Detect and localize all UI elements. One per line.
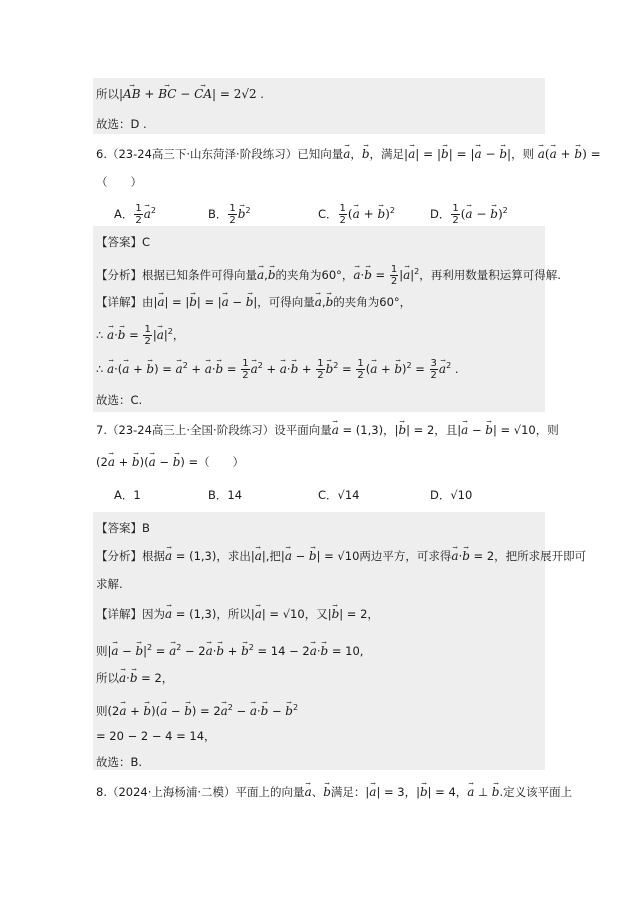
q6-option-c: C． $\frac{1}{2}$ (→ a + → b)$^2$ <box>318 200 395 226</box>
q6-option-b: B． $\frac{1}{2}$ → $b^2$ <box>208 200 251 226</box>
q6-detail-3: ∴ → a·(→ a + → b) = → $a^2$ + → a·→ b = $\frac{1}{2}$ → $a^2$ + → a·→ b + $\frac{1}{2}$ → $b^2$ = $\frac{1}{2}$ (→ a + → b)$^2$ = $\frac{3}{2}$ → $a^2$ . <box>96 356 544 381</box>
q7-option-c: C．√14 <box>318 488 360 502</box>
q7-detail-2: 则|→ a − → $b|^2$ = → $a^2 - 2\to a\cdot\to b$ + → $b^2 = 14 - 2\to a\cdot\to b = 10$, <box>96 638 544 661</box>
q6-stem: 6.（23-24高三下·山东菏泽·阶段练习）已知向量→ a，→ b，满足|→ a| = |→ b| = |→ a − → b|，则 → a(→ a + → b) = <box>96 144 544 164</box>
q6-option-a: A． $\frac{1}{2}$ → $a^2$ <box>114 200 156 226</box>
q7-detail-3: 所以→ a·→ b = 2， <box>96 668 544 688</box>
prev-conclusion-line: 所以|→ AB + → BC − → CA| = 2√2 . <box>96 84 544 104</box>
q6-answer: 【答案】C <box>96 235 151 249</box>
prev-answer: 故选：D . <box>96 117 147 131</box>
q7-stem: 7.（23-24高三上·全国·阶段练习）设平面向量→ a = (1,3)，|→ b| = 2，且|→ a − → b| = √10，则 <box>96 420 544 440</box>
q7-detail-4: 则(2→ a + → b)(→ a − → $b) = 2\to a^2$ − → a·→ b − → $b^2$ <box>96 698 544 721</box>
q7-detail-1: 【详解】因为→ a = (1,3)，所以|→ a| = √10，又|→ b| = 2， <box>96 604 544 624</box>
q7-analysis-2: 求解. <box>96 577 123 591</box>
q6-detail-2: ∴ → a·→ b = $\frac{1}{2}$ |→ $a|^2$， <box>96 322 544 347</box>
q7-option-d: D．√10 <box>430 488 473 502</box>
q7-conclusion: 故选：B. <box>96 755 143 769</box>
q7-option-a: A．1 <box>114 488 141 502</box>
q7-option-b: B．14 <box>208 488 243 502</box>
q7-analysis: 【分析】根据→ a = (1,3)，求出|→ a|,把|→ a − → b| = √10两边平方，可求得→ a·→ b = 2，把所求展开即可 <box>96 546 544 566</box>
q6-blank: （ ） <box>96 175 142 189</box>
q6-conclusion: 故选：C. <box>96 393 143 407</box>
q7-detail-5: = 20 − 2 − 4 = 14， <box>96 729 216 743</box>
q6-detail-1: 【详解】由|→ a| = |→ b| = |→ a − → b|，可得向量→ a,→ b的夹角为60°， <box>96 292 544 312</box>
q6-option-d: D． $\frac{1}{2}$ (→ a − → b)$^2$ <box>430 200 508 226</box>
q8-stem: 8.（2024·上海杨浦·二模）平面上的向量→ a、→ b满足：|→ a| = 3，|→ b| = 4，→ a ⊥ → b.定义该平面上 <box>96 782 544 802</box>
q7-answer: 【答案】B <box>96 521 150 535</box>
q6-analysis: 【分析】根据已知条件可得向量→ a,→ b的夹角为60°，→ a·→ b = $\frac{1}{2}$ |→ $a|^2$，再利用数量积运算可得解. <box>96 262 544 287</box>
q7-stem-2: (2→ a + → b)(→ a − → b) =（ ） <box>96 452 544 472</box>
